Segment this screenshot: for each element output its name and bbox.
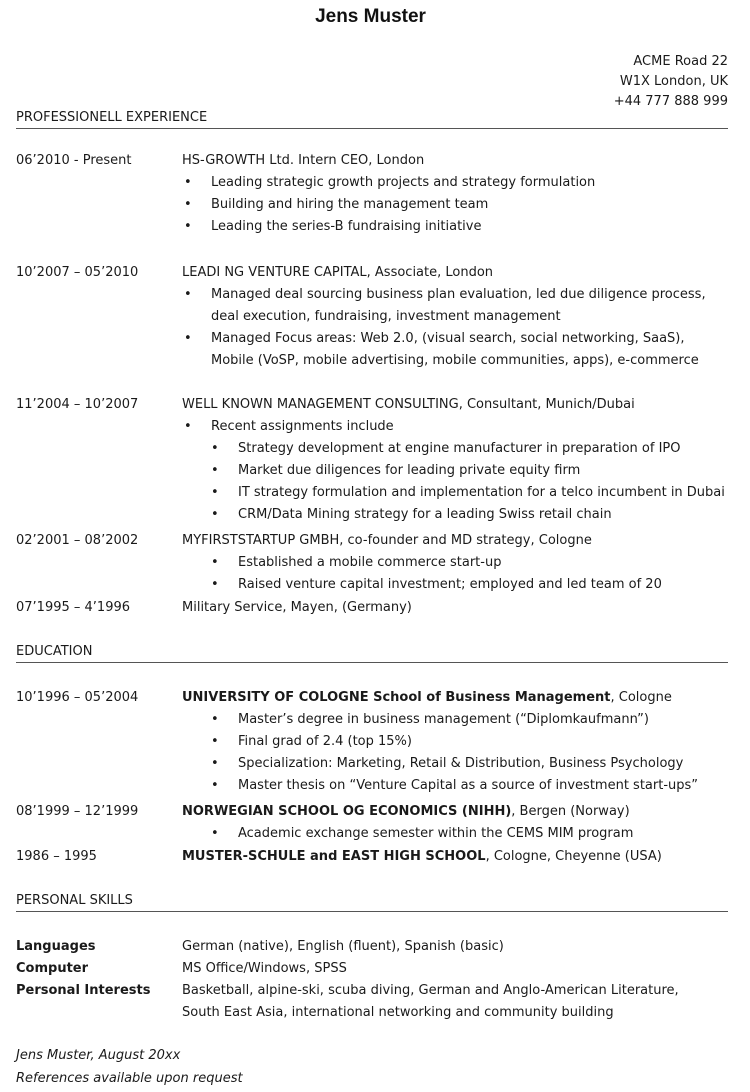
list-item: • Raised venture capital investment; employed and led team of 20 [182, 574, 728, 596]
bullet-icon: • [211, 507, 219, 522]
bullet-icon: • [211, 577, 219, 592]
bullet-icon: • [184, 197, 192, 212]
address-street: ACME Road 22 [633, 54, 728, 69]
section-heading-skills: PERSONAL SKILLS [16, 892, 728, 912]
experience-date: 06’2010 - Present [16, 153, 132, 168]
bullet-icon: • [211, 555, 219, 570]
list-item: • CRM/Data Mining strategy for a leading Swiss retail chain [182, 504, 728, 526]
bullet-icon: • [211, 485, 219, 500]
experience-title: HS-GROWTH Ltd. Intern CEO, London [182, 153, 425, 168]
list-item: • Building and hiring the management team [182, 194, 728, 216]
skill-value: MS Office/Windows, SPSS [182, 961, 347, 976]
bullet-icon: • [211, 712, 219, 727]
list-item: • Market due diligences for leading private equity firm [182, 460, 728, 482]
education-date: 1986 – 1995 [16, 849, 97, 864]
school-place: , Cologne, Cheyenne (USA) [485, 849, 662, 864]
list-item: • Managed Focus areas: Web 2.0, (visual search, social networking, SaaS), Mobile (VoSP, mobile advertising, mobile communities, apps), e-commerce [182, 328, 728, 372]
bullet-icon: • [211, 441, 219, 456]
list-item: • Final grad of 2.4 (top 15%) [182, 731, 728, 753]
school-name: UNIVERSITY OF COLOGNE School of Business Management [182, 690, 611, 705]
education-date: 10’1996 – 05’2004 [16, 690, 139, 705]
list-item: • Leading strategic growth projects and strategy formulation [182, 172, 728, 194]
skill-label: Computer [16, 961, 89, 976]
bullet-icon: • [184, 175, 192, 190]
education-date: 08’1999 – 12’1999 [16, 804, 139, 819]
bullet-icon: • [211, 826, 219, 841]
experience-title: MYFIRSTSTARTUP GMBH, co-founder and MD strategy, Cologne [182, 533, 592, 548]
list-item: • Academic exchange semester within the CEMS MIM program [182, 823, 728, 845]
list-item: • Specialization: Marketing, Retail & Distribution, Business Psychology [182, 753, 728, 775]
experience-date: 10’2007 – 05’2010 [16, 265, 139, 280]
signature-line: Jens Muster, August 20xx [16, 1048, 181, 1063]
address-city: W1X London, UK [619, 74, 728, 89]
list-item: • Established a mobile commerce start-up [182, 552, 728, 574]
bullet-icon: • [184, 287, 192, 302]
experience-date: 02’2001 – 08’2002 [16, 533, 139, 548]
school-place: , Cologne [610, 690, 672, 705]
bullet-icon: • [211, 778, 219, 793]
list-item: • Strategy development at engine manufacturer in preparation of IPO [182, 438, 728, 460]
references-note: References available upon request [16, 1071, 243, 1086]
list-item: • Recent assignments include [182, 416, 728, 438]
education-title [182, 801, 728, 823]
school-name: NORWEGIAN SCHOOL OG ECONOMICS (NIHH) [182, 804, 512, 819]
experience-date: 07’1995 – 4’1996 [16, 600, 131, 615]
contact-address [614, 52, 728, 112]
section-heading-education: EDUCATION [16, 643, 728, 663]
experience-title: Military Service, Mayen, (Germany) [182, 600, 412, 615]
bullet-icon: • [211, 734, 219, 749]
experience-title: WELL KNOWN MANAGEMENT CONSULTING, Consultant, Munich/Dubai [182, 397, 635, 412]
cv-name: Jens Muster [315, 6, 426, 27]
list-item: • IT strategy formulation and implementation for a telco incumbent in Dubai [182, 482, 728, 504]
list-item: • Master thesis on “Venture Capital as a source of investment start-ups” [182, 775, 728, 797]
education-title [182, 687, 728, 709]
bullet-icon: • [184, 331, 192, 346]
skill-value: Basketball, alpine-ski, scuba diving, German and Anglo-American Literature, South East Asia, international networking and community building [182, 983, 679, 1020]
bullet-icon: • [184, 419, 192, 434]
skill-value: German (native), English (fluent), Spanish (basic) [182, 939, 504, 954]
section-heading-experience: PROFESSIONELL EXPERIENCE [16, 109, 728, 129]
bullet-icon: • [211, 463, 219, 478]
school-name: MUSTER-SCHULE and EAST HIGH SCHOOL [182, 849, 486, 864]
bullet-icon: • [184, 219, 192, 234]
address-phone: +44 777 888 999 [613, 94, 728, 109]
list-item: • Leading the series-B fundraising initiative [182, 216, 728, 238]
list-item: • Managed deal sourcing business plan evaluation, led due diligence process, deal execution, fundraising, investment management [182, 284, 728, 328]
skill-label: Personal Interests [16, 983, 151, 998]
experience-title: LEADI NG VENTURE CAPITAL, Associate, London [182, 265, 494, 280]
list-item: • Master’s degree in business management (“Diplomkaufmann”) [182, 709, 728, 731]
experience-date: 11’2004 – 10’2007 [16, 397, 139, 412]
skill-label: Languages [16, 939, 96, 954]
school-place: , Bergen (Norway) [511, 804, 630, 819]
bullet-icon: • [211, 756, 219, 771]
education-title [182, 846, 728, 868]
